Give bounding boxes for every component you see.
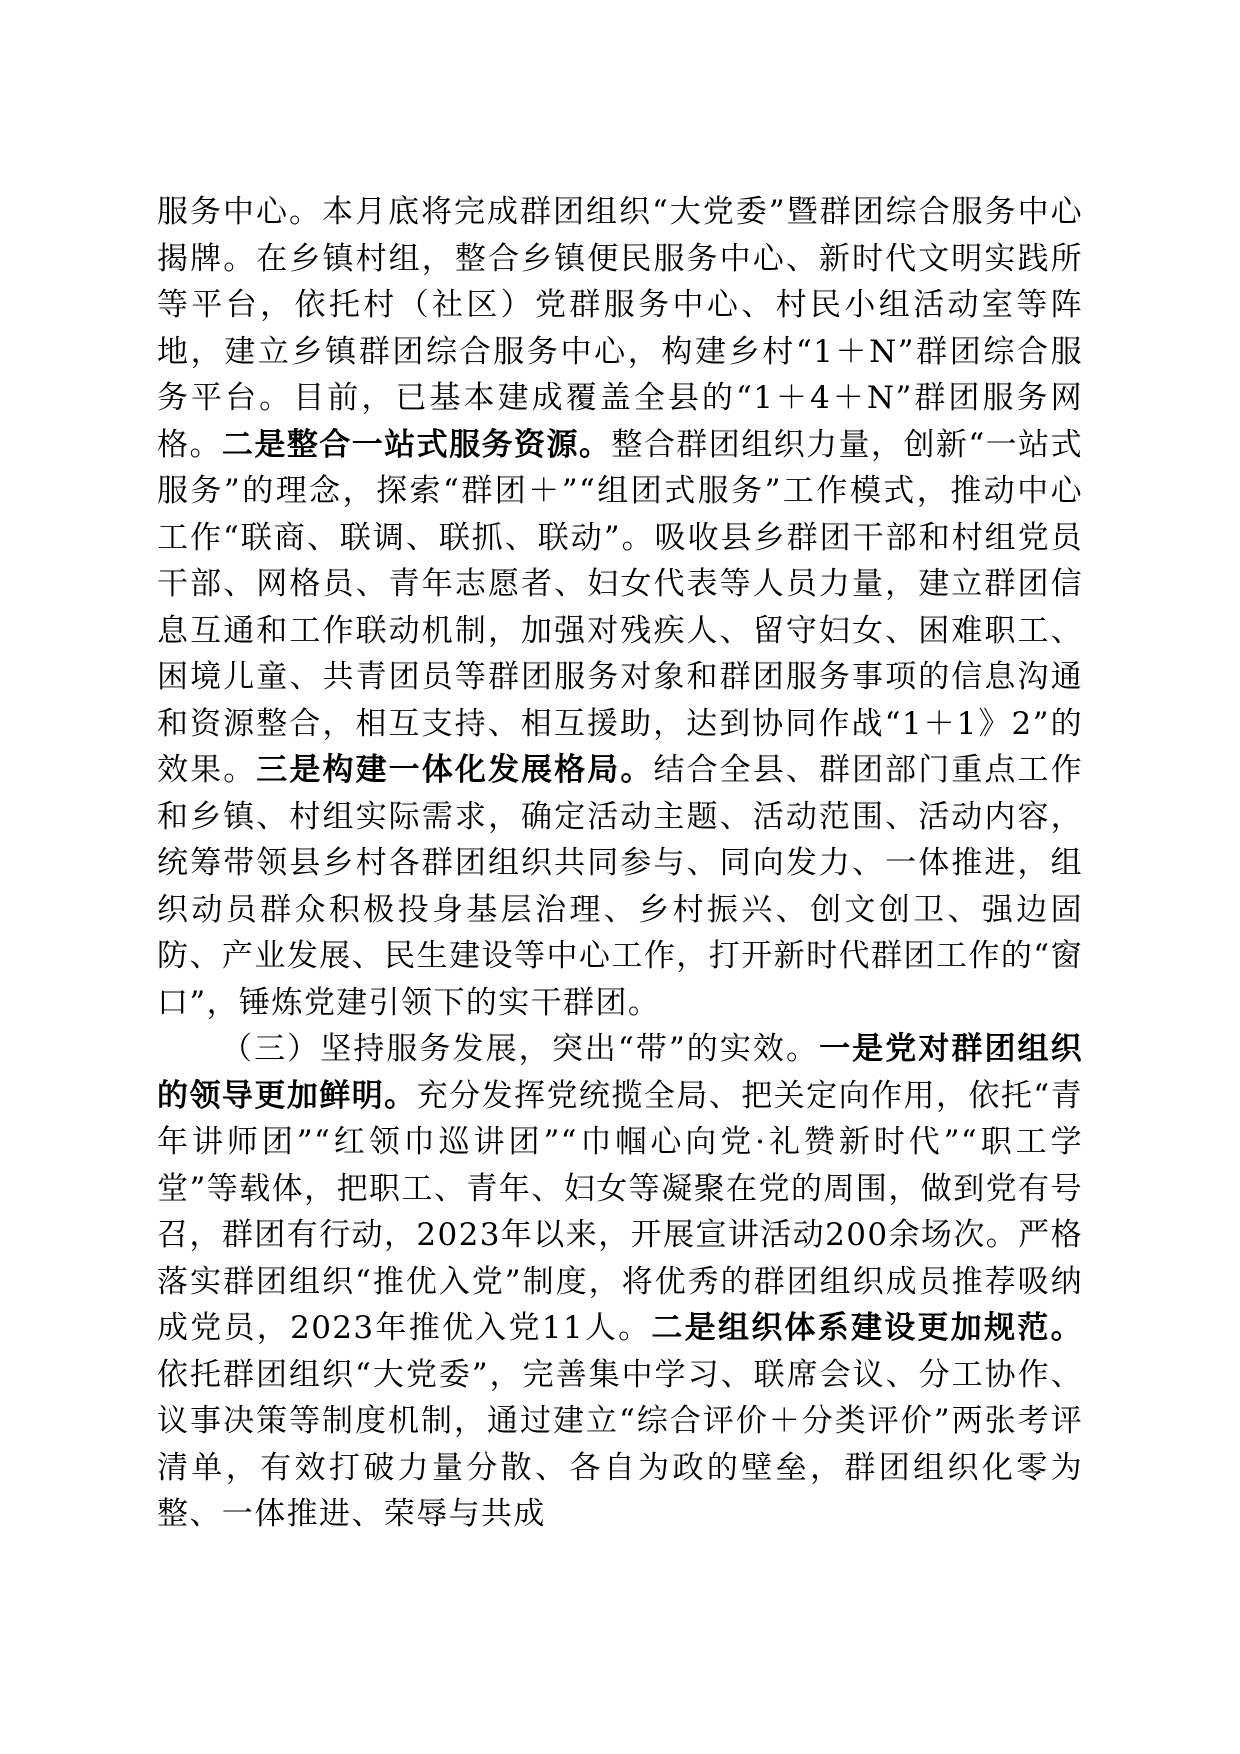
paragraph-text: 充分发挥党统揽全局、把关定向作用，依托“青年讲师团”“红领巾巡讲团”“巾帼心向党·礼赞新时代”“职工学堂”等载体，把职工、青年、妇女等凝聚在党的周围，做到党有号召，群团有行动，2023年以来，开展宣讲活动200余场次。严格落实群团组织“推优入党”制度，将优秀的群团组织成员推荐吸纳成党员，2023年推优入党11人。 — [157, 1077, 1084, 1346]
paragraph-text: 结合全县、群团部门重点工作和乡镇、村组实际需求，确定活动主题、活动范围、活动内容，统筹带领县乡村各群团组织共同参与、同向发力、一体推进，组织动员群众积极投身基层治理、乡村振兴、创文创卫、强边固防、产业发展、民生建设等中心工作，打开新时代群团工作的“窗口”，锤炼党建引领下的实干群团。 — [157, 752, 1083, 1021]
bold-heading-integrate-resources: 二是整合一站式服务资源。 — [221, 426, 612, 463]
document-body — [157, 189, 1083, 1538]
bold-heading-integrated-development: 三是构建一体化发展格局。 — [256, 752, 654, 788]
paragraph-service-center — [157, 189, 1083, 1026]
paragraph-service-development — [157, 1026, 1083, 1538]
section-heading: （三）坚持服务发展，突出“带”的实效。 — [221, 1031, 820, 1067]
paragraph-text: 服务中心。本月底将完成群团组织“大党委”暨群团综合服务中心揭牌。在乡镇村组，整合乡镇便民服务中心、新时代文明实践所等平台，依托村（社区）党群服务中心、村民小组活动室等阵地，建立乡镇群团综合服务中心，构建乡村“1＋N”群团综合服务平台。目前，已基本建成覆盖全县的“1＋4＋N”群团服务网格。 — [157, 194, 1083, 463]
paragraph-text: 整合群团组织力量，创新“一站式服务”的理念，探索“群团＋”“组团式服务”工作模式，推动中心工作“联商、联调、联抓、联动”。吸收县乡群团干部和村组党员干部、网格员、青年志愿者、妇女代表等人员力量，建立群团信息互通和工作联动机制，加强对残疾人、留守妇女、困难职工、困境儿童、共青团员等群团服务对象和群团服务事项的信息沟通和资源整合，相互支持、相互援助，达到协同作战“1＋1》2”的效果。 — [157, 426, 1083, 788]
paragraph-text: 依托群团组织“大党委”，完善集中学习、联席会议、分工协作、议事决策等制度机制，通过建立“综合评价＋分类评价”两张考评清单，有效打破力量分散、各自为政的壁垒，群团组织化零为整、一体推进、荣辱与共成 — [157, 1356, 1083, 1532]
bold-heading-organization-system: 二是组织体系建设更加规范。 — [651, 1310, 1083, 1346]
bold-heading-party-leadership: 一是党对群团组织的领导更加鲜明。 — [157, 1031, 1084, 1114]
